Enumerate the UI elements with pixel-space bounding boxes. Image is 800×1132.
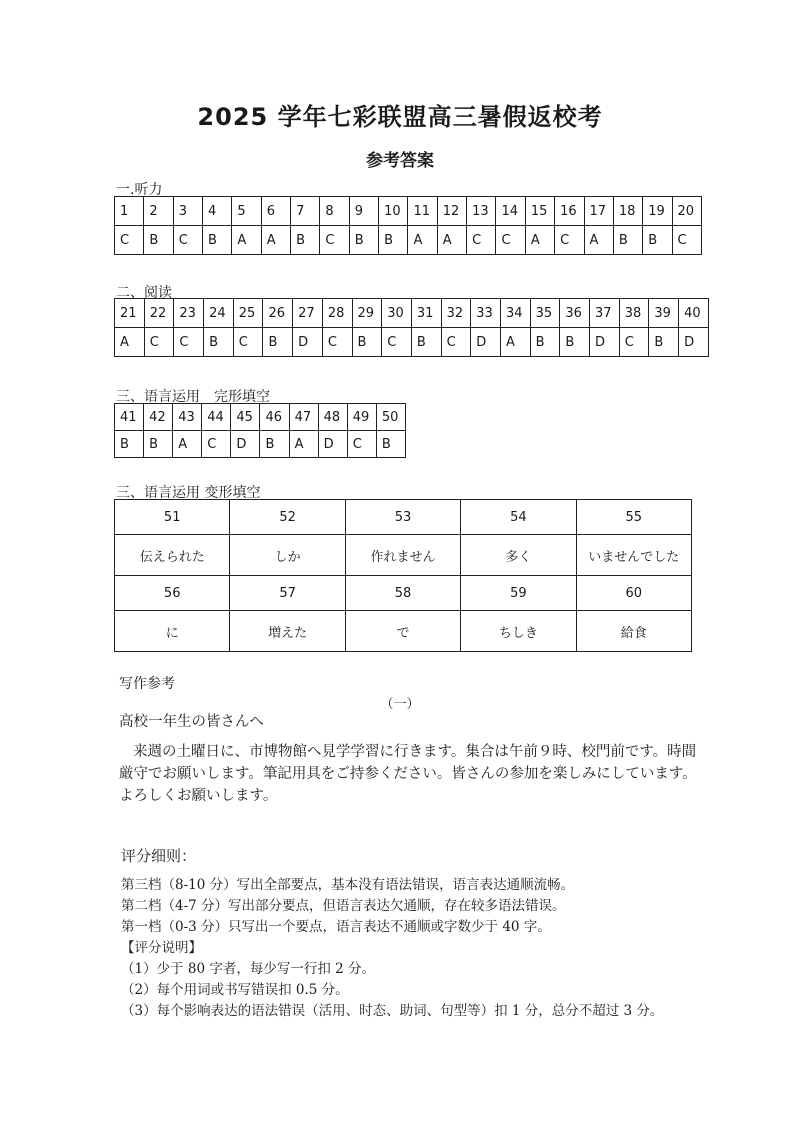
answer-cell: A	[173, 431, 202, 458]
answer-cell: B	[411, 328, 441, 357]
scoring-line: 第一档（0-3 分）只写出一个要点，语言表达不通顺或字数少于 40 字。	[121, 919, 551, 935]
answer-cell: C	[115, 226, 144, 255]
answer-cell: C	[173, 226, 202, 255]
question-number-cell: 32	[441, 299, 471, 328]
question-number-row	[115, 500, 692, 535]
question-number-cell: 57	[230, 576, 345, 611]
question-number-cell: 33	[471, 299, 501, 328]
question-number-cell: 14	[496, 197, 525, 226]
answer-cell: しか	[230, 535, 345, 576]
question-number-cell: 30	[382, 299, 412, 328]
question-number-cell: 12	[437, 197, 466, 226]
answer-cell: 多く	[461, 535, 576, 576]
question-number-cell: 5	[232, 197, 261, 226]
grammar-fill-section-label: 三、语言运用 变形填空	[116, 485, 261, 501]
question-number-cell: 45	[231, 404, 260, 431]
question-number-cell: 3	[173, 197, 202, 226]
question-number-cell: 13	[467, 197, 496, 226]
question-number-cell: 22	[144, 299, 174, 328]
question-number-cell: 19	[643, 197, 672, 226]
answer-cell: C	[174, 328, 204, 357]
question-number-cell: 41	[115, 404, 144, 431]
answer-cell: で	[345, 611, 460, 652]
answer-cell: C	[233, 328, 263, 357]
answer-cell: B	[291, 226, 320, 255]
question-number-cell: 38	[619, 299, 649, 328]
question-number-cell: 29	[352, 299, 382, 328]
answer-cell: 伝えられた	[115, 535, 230, 576]
listening-answer-table	[114, 196, 702, 255]
question-number-cell: 8	[320, 197, 349, 226]
question-number-cell: 25	[233, 299, 263, 328]
listening-section-label: 一.听力	[116, 182, 163, 198]
question-number-row	[115, 299, 709, 328]
question-number-cell: 26	[263, 299, 293, 328]
answer-cell: ちしき	[461, 611, 576, 652]
question-number-cell: 9	[349, 197, 378, 226]
question-number-cell: 44	[202, 404, 231, 431]
cloze-answer-table	[114, 403, 406, 458]
answer-cell: A	[437, 226, 466, 255]
answer-cell: B	[263, 328, 293, 357]
question-number-cell: 16	[555, 197, 584, 226]
answer-cell: D	[293, 328, 323, 357]
question-number-row	[115, 576, 692, 611]
answer-cell: C	[202, 431, 231, 458]
answer-cell: いませんでした	[576, 535, 691, 576]
question-number-cell: 53	[345, 500, 460, 535]
question-number-row	[115, 197, 702, 226]
answer-row	[115, 226, 702, 255]
question-number-cell: 42	[144, 404, 173, 431]
letter-body: 来週の土曜日に、市博物館へ見学学習に行きます。集合は午前９時、校門前です。時間厳守でお願いします。筆記用具をご持参ください。皆さんの参加を楽しみにしています。よろしくお願いします。	[119, 744, 697, 804]
answer-cell: C	[382, 328, 412, 357]
answer-cell: A	[500, 328, 530, 357]
answer-cell: C	[496, 226, 525, 255]
answer-cell: D	[318, 431, 347, 458]
answer-cell: 作れません	[345, 535, 460, 576]
answer-cell: に	[115, 611, 230, 652]
answer-cell: A	[232, 226, 261, 255]
answer-cell: C	[144, 328, 174, 357]
question-number-cell: 4	[203, 197, 232, 226]
question-number-cell: 31	[411, 299, 441, 328]
question-number-cell: 48	[318, 404, 347, 431]
answer-cell: B	[204, 328, 234, 357]
answer-cell: C	[322, 328, 352, 357]
scoring-line: 第三档（8-10 分）写出全部要点，基本没有语法错误，语言表达通顺流畅。	[121, 877, 575, 893]
answer-cell: C	[672, 226, 701, 255]
question-number-cell: 20	[672, 197, 701, 226]
scoring-line: 第二档（4-7 分）写出部分要点，但语言表达欠通顺，存在较多语法错误。	[121, 898, 566, 914]
question-number-cell: 35	[530, 299, 560, 328]
answer-cell: B	[379, 226, 408, 255]
question-number-cell: 46	[260, 404, 289, 431]
answer-cell: C	[347, 431, 376, 458]
question-number-cell: 39	[649, 299, 679, 328]
answer-cell: B	[203, 226, 232, 255]
answer-cell: B	[260, 431, 289, 458]
question-number-cell: 58	[345, 576, 460, 611]
answer-cell: A	[584, 226, 613, 255]
question-number-cell: 47	[289, 404, 318, 431]
question-number-cell: 51	[115, 500, 230, 535]
answer-cell: B	[649, 328, 679, 357]
answer-cell: B	[144, 431, 173, 458]
answer-cell: B	[530, 328, 560, 357]
answer-cell: 増えた	[230, 611, 345, 652]
question-number-cell: 59	[461, 576, 576, 611]
question-number-cell: 21	[115, 299, 145, 328]
answer-cell: A	[525, 226, 554, 255]
question-number-cell: 37	[590, 299, 620, 328]
question-number-cell: 24	[204, 299, 234, 328]
scoring-line: （3）每个影响表达的语法错误（活用、时态、助词、句型等）扣 1 分，总分不超过 3 分。	[121, 1003, 664, 1019]
answer-row	[115, 535, 692, 576]
answer-row	[115, 611, 692, 652]
answer-cell: B	[560, 328, 590, 357]
question-number-cell: 54	[461, 500, 576, 535]
answer-cell: B	[352, 328, 382, 357]
scoring-line: （2）每个用词或书写错误扣 0.5 分。	[121, 982, 349, 998]
question-number-cell: 34	[500, 299, 530, 328]
answer-cell: 給食	[576, 611, 691, 652]
cloze-section-label: 三、语言运用 完形填空	[116, 389, 270, 405]
answer-cell: B	[115, 431, 144, 458]
question-number-cell: 55	[576, 500, 691, 535]
answer-cell: A	[289, 431, 318, 458]
answer-cell: B	[376, 431, 405, 458]
grammar-fill-answer-table	[114, 499, 692, 652]
answer-cell: B	[144, 226, 173, 255]
question-number-cell: 28	[322, 299, 352, 328]
answer-cell: A	[408, 226, 437, 255]
page-title: 2025 学年七彩联盟高三暑假返校考	[197, 103, 603, 131]
question-number-cell: 36	[560, 299, 590, 328]
writing-part-marker: （一）	[380, 697, 420, 712]
writing-section-label: 写作参考	[119, 676, 175, 692]
scoring-section-label: 评分细则：	[121, 847, 197, 865]
answer-cell: D	[471, 328, 501, 357]
question-number-cell: 18	[613, 197, 642, 226]
answer-row	[115, 328, 709, 357]
answer-cell: D	[231, 431, 260, 458]
question-number-cell: 50	[376, 404, 405, 431]
question-number-cell: 56	[115, 576, 230, 611]
reading-section-label: 二、阅读	[116, 285, 172, 301]
scoring-line: （1）少于 80 字者，每少写一行扣 2 分。	[121, 961, 376, 977]
question-number-cell: 52	[230, 500, 345, 535]
answer-cell: C	[619, 328, 649, 357]
answer-cell: B	[643, 226, 672, 255]
page-subtitle: 参考答案	[366, 151, 434, 171]
question-number-cell: 40	[679, 299, 709, 328]
question-number-cell: 27	[293, 299, 323, 328]
letter-greeting: 高校一年生の皆さんへ	[119, 714, 264, 730]
question-number-cell: 15	[525, 197, 554, 226]
scoring-notes-heading: 【评分说明】	[121, 940, 202, 956]
question-number-cell: 1	[115, 197, 144, 226]
question-number-cell: 6	[261, 197, 290, 226]
reading-answer-table	[114, 298, 709, 357]
question-number-cell: 7	[291, 197, 320, 226]
question-number-cell: 60	[576, 576, 691, 611]
question-number-row	[115, 404, 406, 431]
answer-cell: B	[613, 226, 642, 255]
question-number-cell: 10	[379, 197, 408, 226]
answer-cell: D	[590, 328, 620, 357]
question-number-cell: 17	[584, 197, 613, 226]
answer-cell: C	[555, 226, 584, 255]
answer-cell: C	[467, 226, 496, 255]
question-number-cell: 2	[144, 197, 173, 226]
answer-cell: B	[349, 226, 378, 255]
answer-cell: D	[679, 328, 709, 357]
question-number-cell: 43	[173, 404, 202, 431]
question-number-cell: 49	[347, 404, 376, 431]
question-number-cell: 11	[408, 197, 437, 226]
answer-cell: C	[441, 328, 471, 357]
answer-row	[115, 431, 406, 458]
question-number-cell: 23	[174, 299, 204, 328]
answer-cell: A	[261, 226, 290, 255]
answer-cell: C	[320, 226, 349, 255]
answer-cell: A	[115, 328, 145, 357]
